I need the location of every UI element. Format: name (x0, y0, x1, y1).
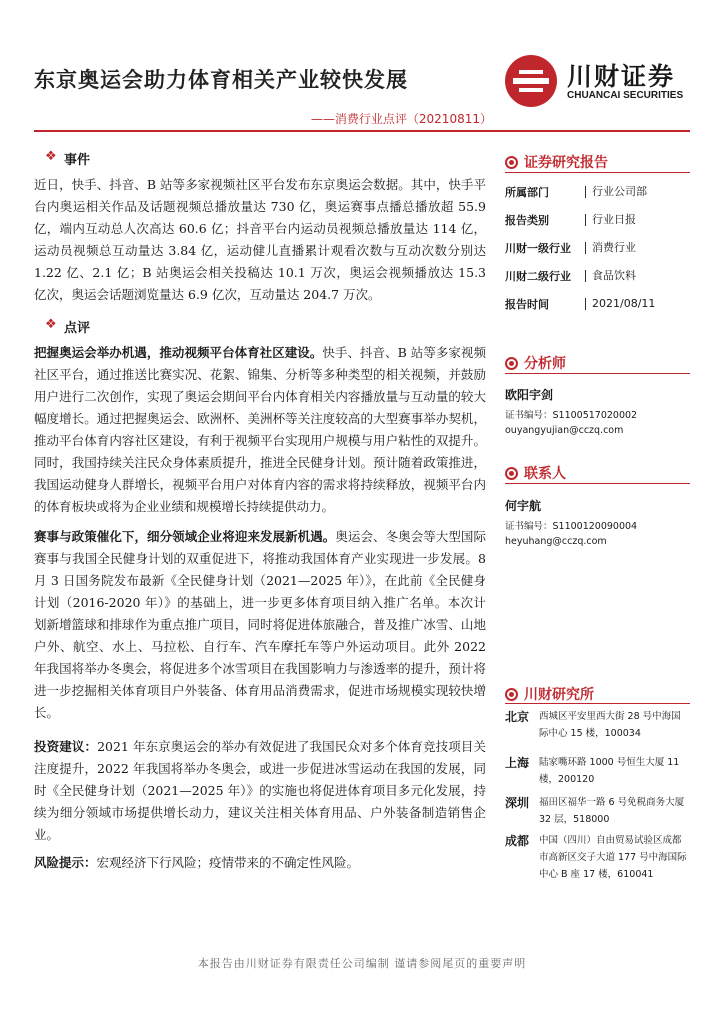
sidebar-divider (505, 483, 690, 484)
info-row: 川财一级行业 消费行业 (505, 241, 636, 255)
contact-cert: 证书编号：S1100120090004 (505, 521, 638, 532)
event-body (34, 174, 486, 306)
sidebar-divider (505, 373, 690, 374)
event-paragraph: 近日，快手、抖音、B 站等多家视频社区平台发布东京奥运会数据。其中，快手平台内奥运相关作品及话题视频总播放量达 730 亿，奥运赛事点播总播放超 55.9 亿，端内互动总人次高达 60.6 亿；抖音平台内运动员视频总播放量达 114 亿，运动员视频总互动量达 3.84 亿，运动健儿直播累计观看次数与互动次数分别达 1.22 亿、2.1 亿；B 站奥运会相关投稿达 10.1 万次，奥运会视频播放达 15.3 亿次，奥运会话题浏览量达 6.9 亿次，互动量达 204.7 万次。 (34, 177, 486, 302)
info-row: 所属部门 行业公司部 (505, 185, 647, 199)
sidebar-divider (505, 172, 690, 173)
contact-heading: 联系人 (505, 463, 566, 483)
diamond-bullet-icon (46, 322, 56, 332)
contact-email[interactable]: heyuhang@cczq.com (505, 536, 607, 547)
contact-icon (505, 467, 518, 480)
office-shenzhen: 深圳 福田区福华一路 6 号免税商务大厦 32 层，518000 (505, 796, 685, 825)
logo-text-cn: 川财证券 (567, 62, 676, 91)
report-subtitle: ——消费行业点评（20210811） (310, 112, 492, 126)
contact-name: 何宇航 (505, 499, 542, 513)
report-icon (505, 156, 518, 169)
analyst-heading: 分析师 (505, 353, 566, 373)
office-beijing: 北京 西城区平安里西大街 28 号中海国际中心 15 楼，100034 (505, 710, 681, 739)
analyst-name: 欧阳宇剑 (505, 388, 554, 402)
comment-paragraph-2: 赛事与政策催化下，细分领域企业将迎来发展新机遇。奥运会、冬奥会等大型国际赛事与我国全民健身计划的双重促进下，将推动我国体育产业实现进一步发展。8 月 3 日国务院发布最新《全民健身计划（2021—2025 年）》，在此前《全民健身计划（2016-2020 年）》的基础上，进一步更多体育项目纳入推广名单。本次计划新增篮球和排球作为重点推广项目，同时将促进体旅融合，普及推广冰雪、山地户外、航空、水上、马拉松、自行车、汽车摩托车等户外运动项目。此外 2022 年我国将举办冬奥会，将促进多个冰雪项目在我国影响力与渗透率的提升，预计将进一步挖掘相关体育项目户外装备、体育用品消费需求，促进市场规模实现较快增长。 (34, 529, 486, 720)
header-divider (34, 130, 690, 132)
report-info-heading: 证券研究报告 (505, 152, 608, 172)
institute-heading: 川财研究所 (505, 684, 594, 704)
sidebar-divider (505, 703, 690, 704)
report-info-table (505, 178, 690, 318)
risk-warning: 风险提示：宏观经济下行风险；疫情带来的不确定性风险。 (34, 855, 360, 870)
analyst-cert: 证书编号：S1100517020002 (505, 410, 638, 421)
info-row: 报告类别 行业日报 (505, 213, 636, 227)
contact-card (505, 497, 637, 547)
analyst-icon (505, 357, 518, 370)
institute-icon (505, 688, 518, 701)
event-heading: ❖ 事件 (46, 149, 90, 168)
office-shanghai: 上海 陆家嘴环路 1000 号恒生大厦 11 楼，200120 (505, 756, 680, 785)
footer-disclaimer: 本报告由川财证券有限责任公司编制 谨请参阅尾页的重要声明 (197, 957, 527, 970)
logo-text-en: CHUANCAI SECURITIES (567, 90, 684, 101)
logo-mark-icon (505, 55, 557, 107)
company-logo (505, 55, 695, 107)
office-chengdu: 成都 中国（四川）自由贸易试验区成都市高新区交子大道 177 号中海国际中心 B 座 17 楼，610041 (505, 834, 687, 880)
comment-heading: ❖ 点评 (46, 317, 90, 336)
comment-paragraph-1: 把握奥运会举办机遇，推动视频平台体育社区建设。快手、抖音、B 站等多家视频社区平台，通过推送比赛实况、花絮、锦集、分析等多种类型的相关视频，并鼓励用户进行二次创作，实现了奥运会期间平台内体育相关内容播放量与互动量的较大幅度增长。通过把握奥运会、欧洲杯、美洲杯等关注度较高的大型赛事举办契机，推动平台体育内容社区建设，有利于视频平台实现用户规模与用户粘性的双提升。同时，我国持续关注民众身体素质提升，推进全民健身计划。预计随着政策推进，我国运动健身人群增长，视频平台用户对体育内容的需求将持续释放，视频平台内的体育板块或将为企业业绩和规模增长持续提供动力。 (34, 345, 486, 514)
comment-body (34, 342, 486, 874)
analyst-email[interactable]: ouyangyujian@cczq.com (505, 425, 624, 436)
investment-advice: 投资建议：2021 年东京奥运会的举办有效促进了我国民众对多个体育竞技项目关注度提升，2022 年我国将举办冬奥会，或进一步促进冰雪运动在我国的发展，同时《全民健身计划（2021—2025 年）》的实施也将促进体育项目多元化发展，持续为细分领域市场提供增长动力，建议关注相关体育用品、户外装备制造销售企业。 (34, 739, 486, 842)
info-row: 川财二级行业 食品饮料 (505, 269, 636, 283)
analyst-card (505, 386, 637, 436)
info-row: 报告时间 2021/08/11 (505, 297, 656, 311)
diamond-bullet-icon (46, 154, 56, 164)
report-title: 东京奥运会助力体育相关产业较快发展 (34, 68, 408, 92)
